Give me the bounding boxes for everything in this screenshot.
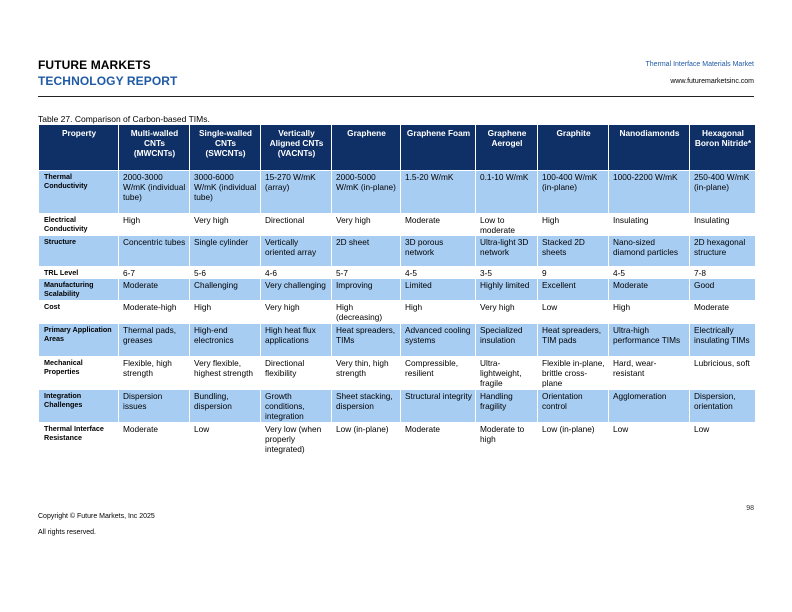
table-cell: Ultra-high performance TIMs <box>609 324 690 357</box>
table-cell: Challenging <box>190 279 261 301</box>
table-row <box>39 357 756 390</box>
table-cell: Improving <box>332 279 401 301</box>
table-row <box>39 267 756 279</box>
row-header: TRL Level <box>39 267 119 279</box>
row-header: Cost <box>39 301 119 324</box>
brand-logo <box>38 57 178 89</box>
table-cell: Moderate <box>609 279 690 301</box>
table-cell: Heat spreaders, TIM pads <box>538 324 609 357</box>
table-cell: Heat spreaders, TIMs <box>332 324 401 357</box>
row-header: Thermal Interface Resistance <box>39 423 119 467</box>
table-cell: 2000-5000 W/mK (in-plane) <box>332 171 401 214</box>
table-row <box>39 214 756 236</box>
table-cell: Very challenging <box>261 279 332 301</box>
table-cell: 2D sheet <box>332 236 401 267</box>
table-cell: Single cylinder <box>190 236 261 267</box>
table-cell: Ultra-light 3D network <box>476 236 538 267</box>
table-cell: Moderate to high <box>476 423 538 467</box>
table-cell: Excellent <box>538 279 609 301</box>
table-cell: Agglomeration <box>609 390 690 423</box>
column-header: Graphene Aerogel <box>476 125 538 171</box>
table-cell: 4-5 <box>401 267 476 279</box>
table-cell: Very flexible, highest strength <box>190 357 261 390</box>
column-header: Graphite <box>538 125 609 171</box>
table-cell: Low <box>690 423 756 467</box>
comparison-table <box>38 124 756 467</box>
header-divider <box>38 96 754 97</box>
table-cell: 9 <box>538 267 609 279</box>
table-cell: Advanced cooling systems <box>401 324 476 357</box>
table-cell: Insulating <box>690 214 756 236</box>
table-cell: Thermal pads, greases <box>119 324 190 357</box>
rights-reserved: All rights reserved. <box>38 529 96 536</box>
table-cell: Structural integrity <box>401 390 476 423</box>
column-header: Property <box>39 125 119 171</box>
table-row <box>39 324 756 357</box>
table-cell: Orientation control <box>538 390 609 423</box>
column-header: Graphene <box>332 125 401 171</box>
table-cell: 7-8 <box>690 267 756 279</box>
table-cell: Ultra-lightweight, fragile <box>476 357 538 390</box>
table-cell: High <box>538 214 609 236</box>
column-header: Multi-walled CNTs (MWCNTs) <box>119 125 190 171</box>
table-row <box>39 236 756 267</box>
table-cell: Very high <box>332 214 401 236</box>
table-cell: 1.5-20 W/mK <box>401 171 476 214</box>
column-header: Graphene Foam <box>401 125 476 171</box>
table-cell: Moderate <box>119 279 190 301</box>
table-caption: Table 27. Comparison of Carbon-based TIMs. <box>38 114 210 124</box>
table-cell: Very high <box>476 301 538 324</box>
table-cell: Specialized insulation <box>476 324 538 357</box>
table-cell: Flexible in-plane, brittle cross-plane <box>538 357 609 390</box>
column-header: Nanodiamonds <box>609 125 690 171</box>
table-cell: Directional flexibility <box>261 357 332 390</box>
table-cell: High <box>609 301 690 324</box>
table-cell: Insulating <box>609 214 690 236</box>
row-header: Structure <box>39 236 119 267</box>
report-title: Thermal Interface Materials Market <box>645 61 754 68</box>
table-cell: 1000-2200 W/mK <box>609 171 690 214</box>
table-cell: Low <box>190 423 261 467</box>
table-cell: 5-6 <box>190 267 261 279</box>
row-header: Manufacturing Scalability <box>39 279 119 301</box>
table-cell: Lubricious, soft <box>690 357 756 390</box>
column-header: Vertically Aligned CNTs (VACNTs) <box>261 125 332 171</box>
table-cell: 4-6 <box>261 267 332 279</box>
row-header: Primary Application Areas <box>39 324 119 357</box>
table-cell: Moderate <box>690 301 756 324</box>
table-cell: 3D porous network <box>401 236 476 267</box>
table-cell: Bundling, dispersion <box>190 390 261 423</box>
website-link[interactable]: www.futuremarketsinc.com <box>670 78 754 85</box>
table-cell: 0.1-10 W/mK <box>476 171 538 214</box>
column-header: Hexagonal Boron Nitride* <box>690 125 756 171</box>
table-cell: 6-7 <box>119 267 190 279</box>
table-cell: Very high <box>190 214 261 236</box>
table-cell: 4-5 <box>609 267 690 279</box>
table-cell: Very thin, high strength <box>332 357 401 390</box>
table-row <box>39 390 756 423</box>
table-cell: High <box>119 214 190 236</box>
brand-line-1: FUTURE MARKETS <box>38 58 151 72</box>
table-cell: Low (in-plane) <box>332 423 401 467</box>
table-cell: Moderate-high <box>119 301 190 324</box>
table-cell: 250-400 W/mK (in-plane) <box>690 171 756 214</box>
table-cell: Flexible, high strength <box>119 357 190 390</box>
table-cell: Dispersion issues <box>119 390 190 423</box>
table-cell: Highly limited <box>476 279 538 301</box>
table-cell: High-end electronics <box>190 324 261 357</box>
table-cell: Low (in-plane) <box>538 423 609 467</box>
table-cell: 15-270 W/mK (array) <box>261 171 332 214</box>
table-row <box>39 423 756 467</box>
brand-line-2: TECHNOLOGY REPORT <box>38 74 178 88</box>
table-cell: Hard, wear-resistant <box>609 357 690 390</box>
table-cell: Dispersion, orientation <box>690 390 756 423</box>
table-cell: 2000-3000 W/mK (individual tube) <box>119 171 190 214</box>
table-cell: Sheet stacking, dispersion <box>332 390 401 423</box>
table-row <box>39 301 756 324</box>
table-cell: Moderate <box>401 214 476 236</box>
row-header: Mechanical Properties <box>39 357 119 390</box>
table-cell: 3-5 <box>476 267 538 279</box>
table-cell: 5-7 <box>332 267 401 279</box>
table-cell: Limited <box>401 279 476 301</box>
column-header: Single-walled CNTs (SWCNTs) <box>190 125 261 171</box>
page-number: 98 <box>746 505 754 512</box>
table-cell: High heat flux applications <box>261 324 332 357</box>
table-cell: Directional <box>261 214 332 236</box>
table-cell: Growth conditions, integration <box>261 390 332 423</box>
row-header: Integration Challenges <box>39 390 119 423</box>
table-cell: Handling fragility <box>476 390 538 423</box>
table-cell: Low to moderate <box>476 214 538 236</box>
row-header: Thermal Conductivity <box>39 171 119 214</box>
table-header-row <box>39 125 756 171</box>
table-cell: Low <box>538 301 609 324</box>
table-cell: Good <box>690 279 756 301</box>
table-cell: Compressible, resilient <box>401 357 476 390</box>
table-row <box>39 171 756 214</box>
table-cell: High (decreasing) <box>332 301 401 324</box>
table-cell: 2D hexagonal structure <box>690 236 756 267</box>
table-cell: Very low (when properly integrated) <box>261 423 332 467</box>
table-cell: Stacked 2D sheets <box>538 236 609 267</box>
table-cell: Moderate <box>401 423 476 467</box>
table-cell: Electrically insulating TIMs <box>690 324 756 357</box>
table-cell: Concentric tubes <box>119 236 190 267</box>
table-cell: High <box>401 301 476 324</box>
table-cell: Moderate <box>119 423 190 467</box>
table-row <box>39 279 756 301</box>
table-cell: 100-400 W/mK (in-plane) <box>538 171 609 214</box>
copyright-notice: Copyright © Future Markets, Inc 2025 <box>38 513 155 520</box>
table-cell: Nano-sized diamond particles <box>609 236 690 267</box>
table-cell: 3000-6000 W/mK (individual tube) <box>190 171 261 214</box>
table-cell: Vertically oriented array <box>261 236 332 267</box>
table-cell: Low <box>609 423 690 467</box>
row-header: Electrical Conductivity <box>39 214 119 236</box>
table-cell: Very high <box>261 301 332 324</box>
table-cell: High <box>190 301 261 324</box>
